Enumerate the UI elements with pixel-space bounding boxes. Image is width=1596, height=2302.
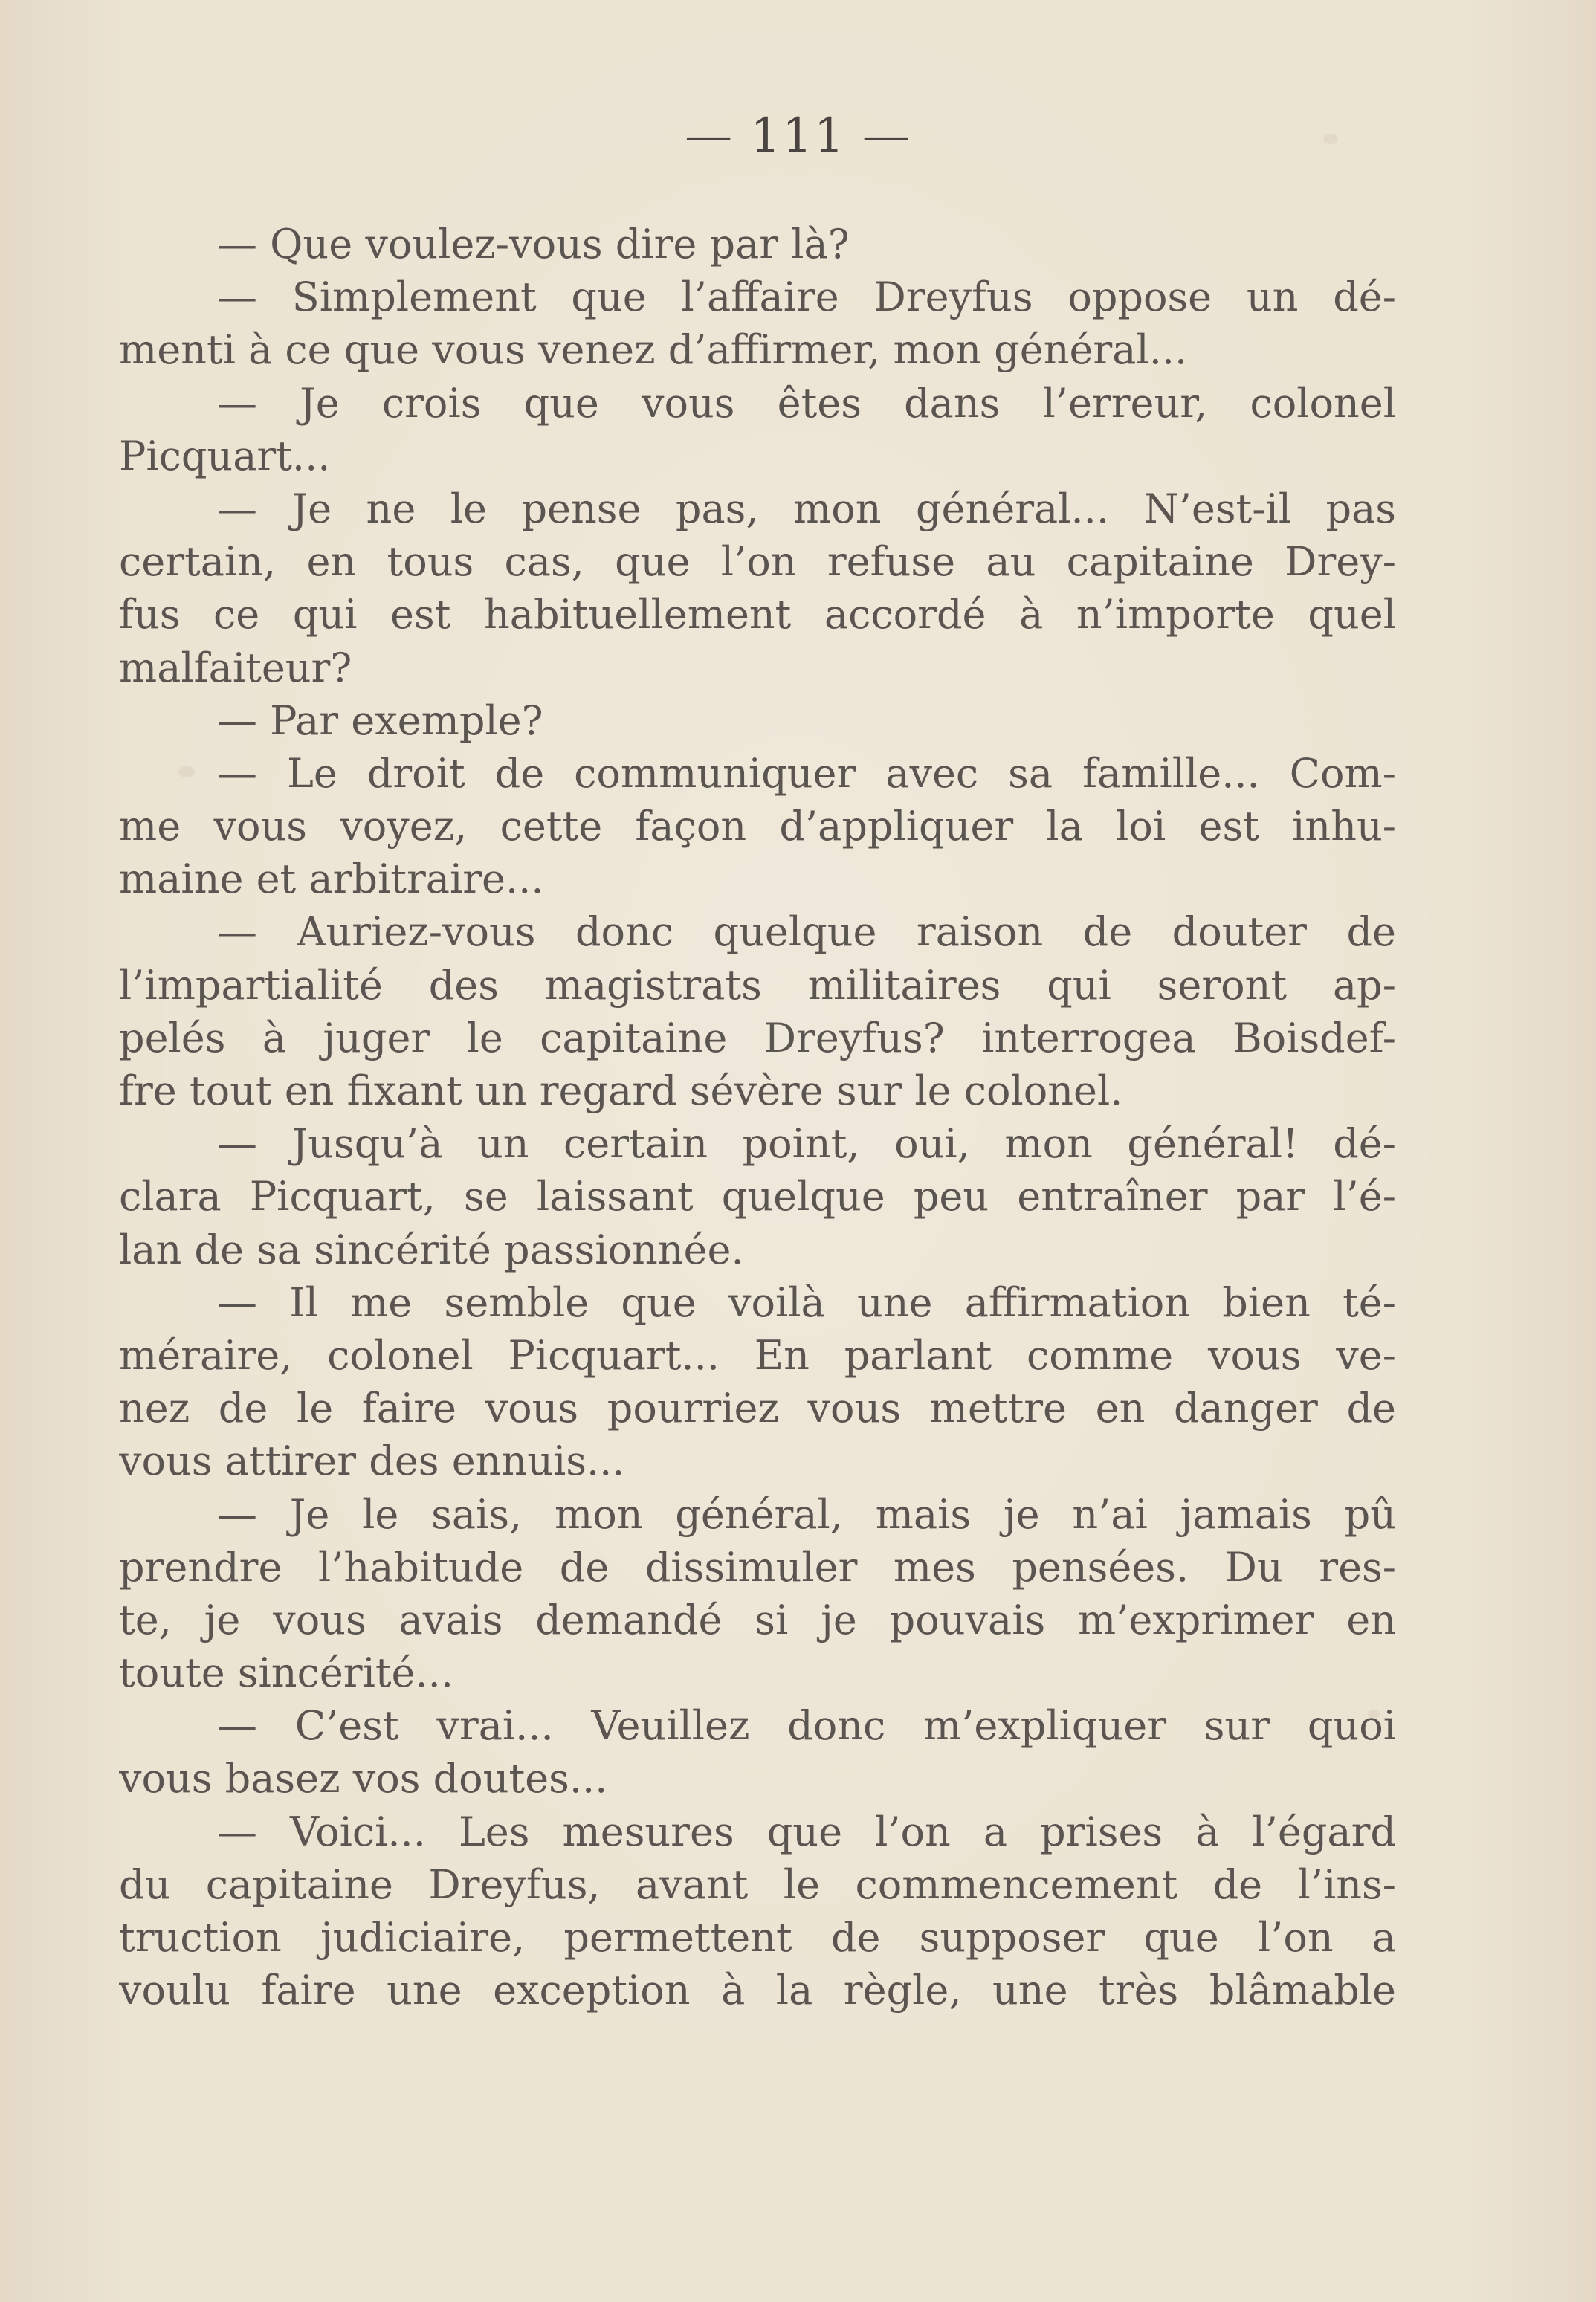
body-text [119,218,1396,2017]
text-line: truction judiciaire, permettent de supposer que l’on a [119,1914,1396,1961]
text-line: l’impartialité des magistrats militaires qui seront ap- [119,961,1396,1009]
text-line: — Je ne le pense pas, mon général... N’est-il pas [217,485,1396,532]
text-line: du capitaine Dreyfus, avant le commencement de l’ins- [119,1860,1396,1908]
text-line: prendre l’habitude de dissimuler mes pensées. Du res- [119,1543,1396,1591]
text-line: te, je vous avais demandé si je pouvais m’exprimer en [119,1596,1396,1643]
text-line: — Simplement que l’affaire Dreyfus oppose un dé- [217,274,1396,321]
text-line: voulu faire une exception à la règle, une très blâmable [119,1967,1396,2014]
text-line: fre tout en fixant un regard sévère sur le colonel. [119,1067,1123,1114]
text-line: — Je le sais, mon général, mais je n’ai jamais pû [217,1490,1396,1538]
text-line: — Jusqu’à un certain point, oui, mon général! dé- [217,1120,1396,1168]
text-line: vous attirer des ennuis... [119,1438,625,1485]
text-line: maine et arbitraire... [119,856,544,903]
text-line: — Que voulez-vous dire par là? [217,221,850,268]
text-line: certain, en tous cas, que l’on refuse au capitaine Drey- [119,538,1396,586]
text-line: me vous voyez, cette façon d’appliquer la loi est inhu- [119,803,1396,850]
text-line: — Par exemple? [217,696,543,744]
text-line: fus ce qui est habituellement accordé à n’importe quel [119,591,1396,638]
text-line: clara Picquart, se laissant quelque peu entraîner par l’é- [119,1173,1396,1220]
text-line: lan de sa sincérité passionnée. [119,1226,744,1273]
text-line: toute sincérité... [119,1649,454,1697]
text-line: — C’est vrai... Veuillez donc m’expliquer sur quoi [217,1702,1396,1750]
text-line: menti à ce que vous venez d’affirmer, mon général... [119,326,1188,374]
text-line: méraire, colonel Picquart... En parlant comme vous ve- [119,1331,1396,1379]
text-line: — Auriez-vous donc quelque raison de douter de [217,908,1396,956]
text-line: pelés à juger le capitaine Dreyfus? interrogea Boisdef- [119,1014,1396,1061]
page-number: — 111 — [685,109,911,164]
text-line: vous basez vos doutes... [119,1755,608,1803]
text-line: — Il me semble que voilà une affirmation bien té- [217,1278,1396,1326]
text-line: nez de le faire vous pourriez vous mettre en danger de [119,1385,1396,1432]
text-line: malfaiteur? [119,644,352,691]
text-line: Picquart... [119,432,331,479]
text-line: — Le droit de communiquer avec sa famille... Com- [217,749,1396,797]
text-line: — Je crois que vous êtes dans l’erreur, colonel [217,379,1396,427]
text-line: — Voici... Les mesures que l’on a prises à l’égard [217,1808,1396,1855]
